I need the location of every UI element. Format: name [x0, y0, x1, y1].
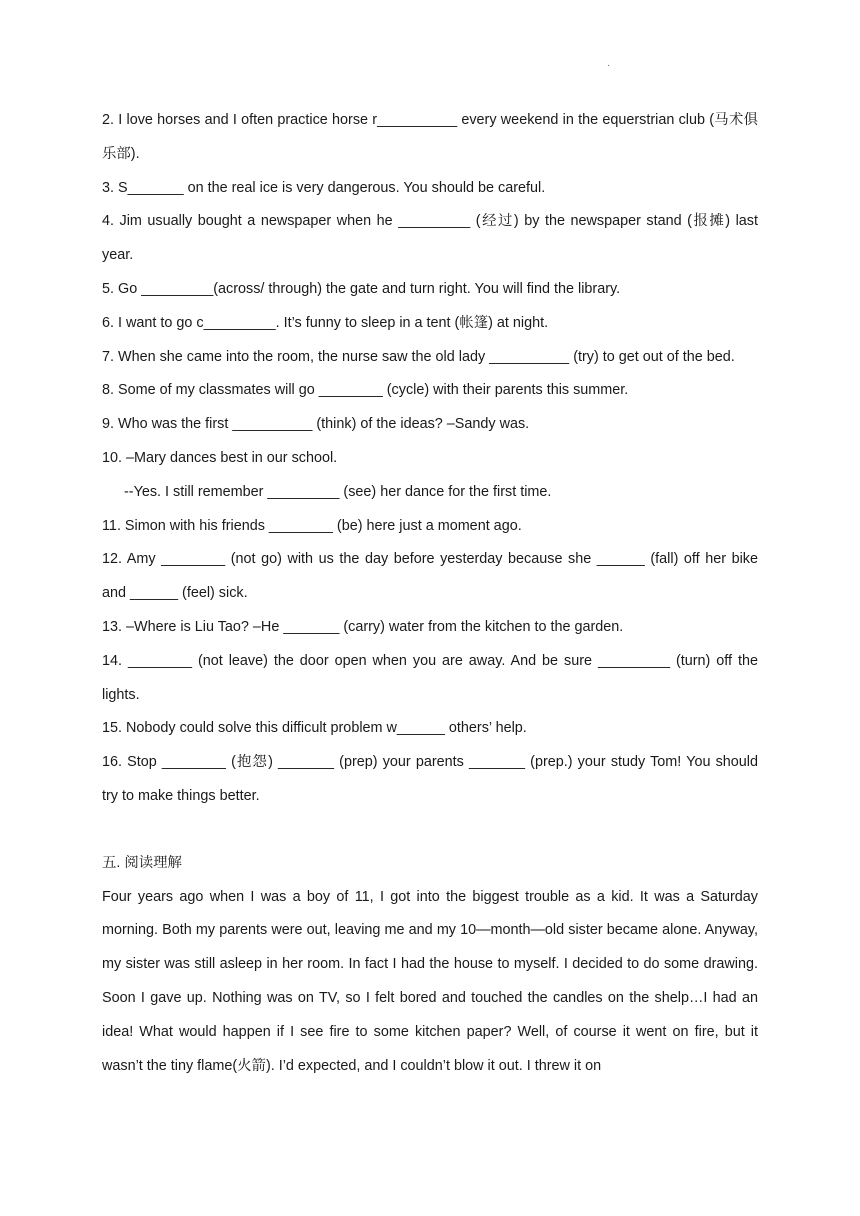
exercise-10-question: 10. –Mary dances best in our school.	[102, 449, 338, 466]
exercise-4: 4. Jim usually bought a newspaper when he _________ (经过) by the newspaper stand (报摊) last year.	[102, 213, 758, 264]
exercise-11: 11. Simon with his friends ________ (be) here just a moment ago.	[102, 517, 522, 534]
exercise-14: 14. ________ (not leave) the door open when you are away. And be sure _________ (turn) off the lights.	[102, 652, 758, 703]
exercise-15: 15. Nobody could solve this difficult problem w______ others’ help.	[102, 720, 527, 737]
exercise-6: 6. I want to go c_________. It’s funny to sleep in a tent (帐篷) at night.	[102, 314, 549, 331]
exercise-7: 7. When she came into the room, the nurse saw the old lady __________ (try) to get out of the bed.	[102, 348, 735, 365]
document-body	[102, 104, 758, 1083]
exercise-10-answer: --Yes. I still remember _________ (see) her dance for the first time.	[124, 483, 552, 500]
section-title: 五. 阅读理解	[102, 854, 182, 871]
exercise-12: 12. Amy ________ (not go) with us the day before yesterday because she ______ (fall) off her bike and ______ (feel) sick.	[102, 551, 758, 602]
exercise-9: 9. Who was the first __________ (think) of the ideas? –Sandy was.	[102, 416, 530, 433]
exercise-2: 2. I love horses and I often practice horse r__________ every weekend in the equerstrian club (马术俱乐部).	[102, 112, 758, 162]
exercise-16: 16. Stop ________ (抱怨) _______ (prep) your parents _______ (prep.) your study Tom! You should try to make things better.	[102, 754, 758, 804]
exercise-3: 3. S_______ on the real ice is very dangerous. You should be careful.	[102, 179, 546, 196]
exercise-13: 13. –Where is Liu Tao? –He _______ (carry) water from the kitchen to the garden.	[102, 618, 624, 635]
exercise-8: 8. Some of my classmates will go ________ (cycle) with their parents this summer.	[102, 382, 629, 399]
exercise-5: 5. Go _________(across/ through) the gate and turn right. You will find the library.	[102, 280, 621, 297]
reading-passage: Four years ago when I was a boy of 11, I got into the biggest trouble as a kid. It was a Saturday morning. Both my parents were out, leaving me and my 10—month—old sister became alone. Anyway, my sister was still asleep in her room. In fact I had the house to myself. I decided to do some drawing. Soon I gave up. Nothing was on TV, so I felt bored and touched the candles on the shelp…I had an idea! What would happen if I see fire to some kitchen paper? Well, of course it went on fire, but it wasn’t the tiny flame(火箭). I’d expected, and I couldn’t blow it out. I threw it on	[102, 888, 758, 1074]
header-mark: ·	[607, 60, 611, 71]
